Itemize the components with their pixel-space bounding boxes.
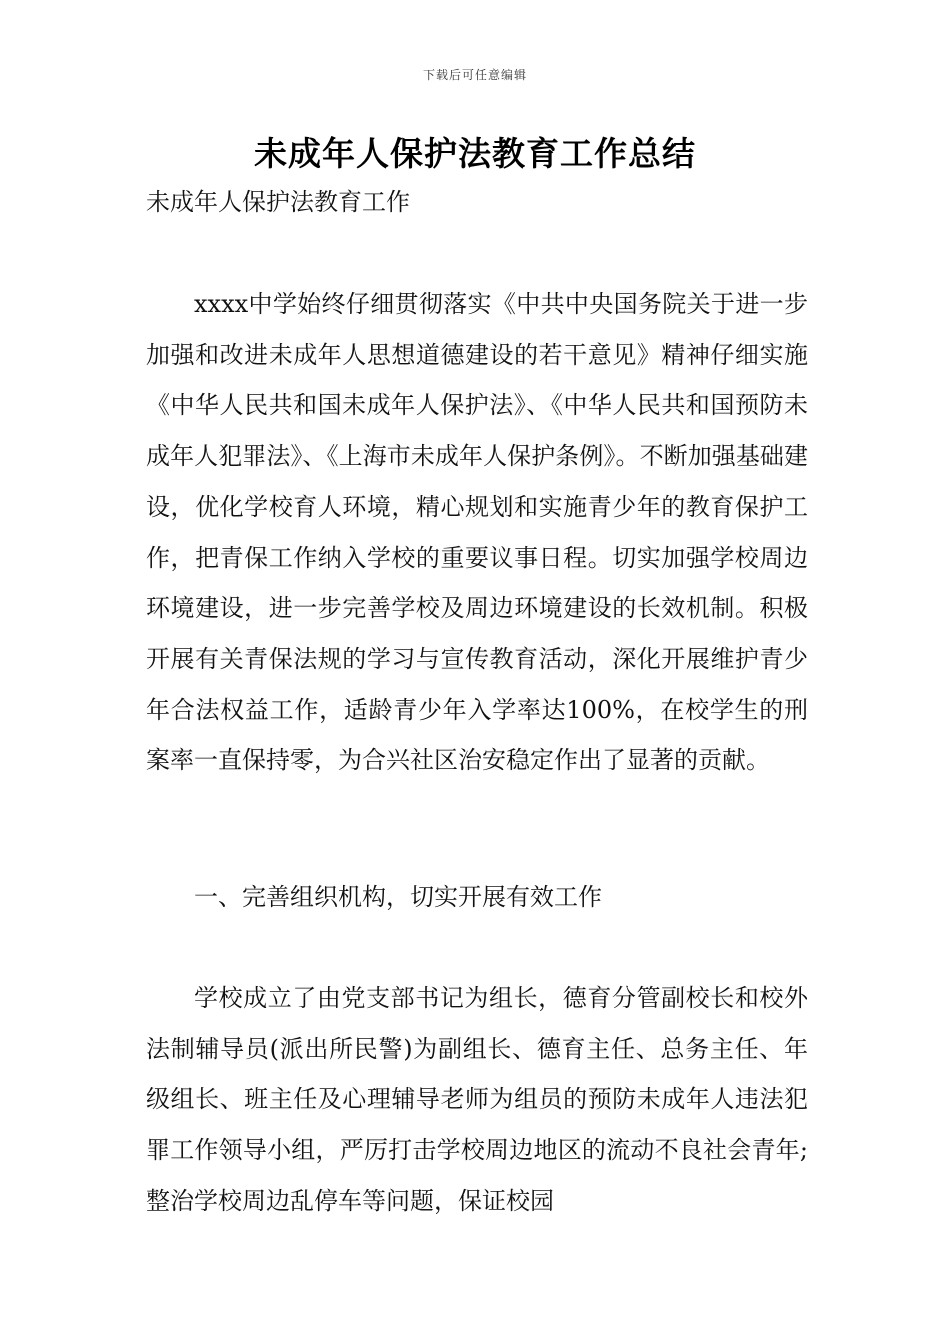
section-heading: 一、完善组织机构，切实开展有效工作 [194, 883, 602, 911]
download-note: 下载后可任意编辑 [422, 68, 527, 82]
document-subtitle: 未成年人保护法教育工作 [146, 188, 410, 216]
section-paragraph: 学校成立了由党支部书记为组长，德育分管副校长和校外法制辅导员(派出所民警)为副组长、德育主任、总务主任、年级组长、班主任及心理辅导老师为组员的预防未成年人违法犯罪工作领导小组，严厉打击学校周边地区的流动不良社会青年;整治学校周边乱停车等问题，保证校园 [146, 984, 808, 1215]
intro-paragraph: xxxx中学始终仔细贯彻落实《中共中央国务院关于进一步加强和改进未成年人思想道德建设的若干意见》精神仔细实施《中华人民共和国未成年人保护法》、《中华人民共和国预防未成年人犯罪法》、《上海市未成年人保护条例》。不断加强基础建设，优化学校育人环境，精心规划和实施青少年的教育保护工作，把青保工作纳入学校的重要议事日程。切实加强学校周边环境建设，进一步完善学校及周边环境建设的长效机制。积极开展有关青保法规的学习与宣传教育活动，深化开展维护青少年合法权益工作，适龄青少年入学率达100%，在校学生的刑案率一直保持零，为合兴社区治安稳定作出了显著的贡献。 [146, 290, 808, 775]
document-title: 未成年人保护法教育工作总结 [254, 134, 696, 173]
